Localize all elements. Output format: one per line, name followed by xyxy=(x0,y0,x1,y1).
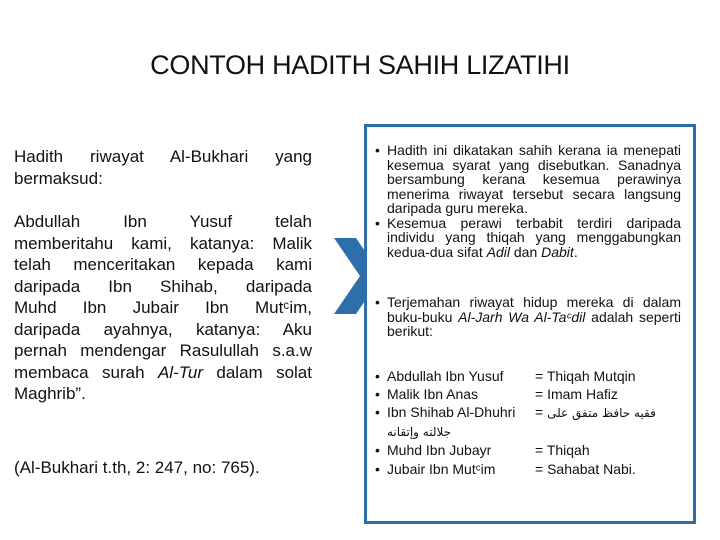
intro-paragraph xyxy=(14,146,312,189)
citation: (Al-Bukhari t.th, 2: 247, no: 765). xyxy=(14,458,260,477)
hadith-quote-paragraph xyxy=(14,211,312,405)
quote-line: daripada ayahnya, katanya: Aku xyxy=(14,319,312,339)
slide-title: CONTOH HADITH SAHIH LIZATIHI xyxy=(150,50,570,80)
quote-line: Muhd Ibn Jubair Ibn Mutᶜim, xyxy=(14,298,312,317)
narrator-item: • Muhd Ibn Jubayr = Thiqah xyxy=(367,441,681,460)
bullet-block-2 xyxy=(367,295,681,339)
quote-line: Abdullah Ibn Yusuf telah xyxy=(14,212,312,231)
surah-name: Al-Tur xyxy=(157,362,203,382)
quote-line: membaca surah Al-Tur dalam solat xyxy=(14,362,312,382)
bullet-item: • Hadith ini dikatakan sahih kerana ia menepati kesemua syarat yang disebutkan. Sanadnya bersambung kerana kesemua perawinya menerima riwayat tersebut secara langsung daripada guru mereka. xyxy=(367,143,681,216)
narrator-item: • Abdullah Ibn Yusuf = Thiqah Mutqin xyxy=(367,367,681,385)
narrator-item: • Malik Ibn Anas = Imam Hafiz xyxy=(367,385,681,403)
intro-line-2: bermaksud: xyxy=(14,168,103,188)
bullet-item: • Terjemahan riwayat hidup mereka di dalam buku-buku Al-Jarh Wa Al-Taᶜdil adalah seperti berikut: xyxy=(367,295,681,339)
narrator-list xyxy=(367,367,681,479)
bullet-item: • Kesemua perawi terbabit terdiri daripada individu yang thiqah yang menggabungkan kedua-dua sifat Adil dan Dabit. xyxy=(367,216,681,260)
intro-line-1: Hadith riwayat Al-Bukhari yang xyxy=(14,147,312,166)
quote-line: pernah mendengar Rasulullah s.a.w xyxy=(14,341,312,360)
narrator-item: • Ibn Shihab Al-Dhuhri = فقيه حافظ متفق على xyxy=(367,403,681,422)
quote-line: telah menceritakan kepada kami xyxy=(14,255,312,274)
narrator-item-continued: جلالته وإتقانه xyxy=(387,425,452,439)
quote-line: daripada Ibn Shihab, daripada xyxy=(14,276,312,296)
hadith-text-column xyxy=(14,146,312,477)
quote-line: Maghrib”. xyxy=(14,384,86,403)
explanation-panel xyxy=(364,124,696,524)
quote-line: memberitahu kami, katanya: Malik xyxy=(14,233,312,253)
bullet-block-1 xyxy=(367,143,681,259)
narrator-item: • Jubair Ibn Mutᶜim = Sahabat Nabi. xyxy=(367,460,681,479)
